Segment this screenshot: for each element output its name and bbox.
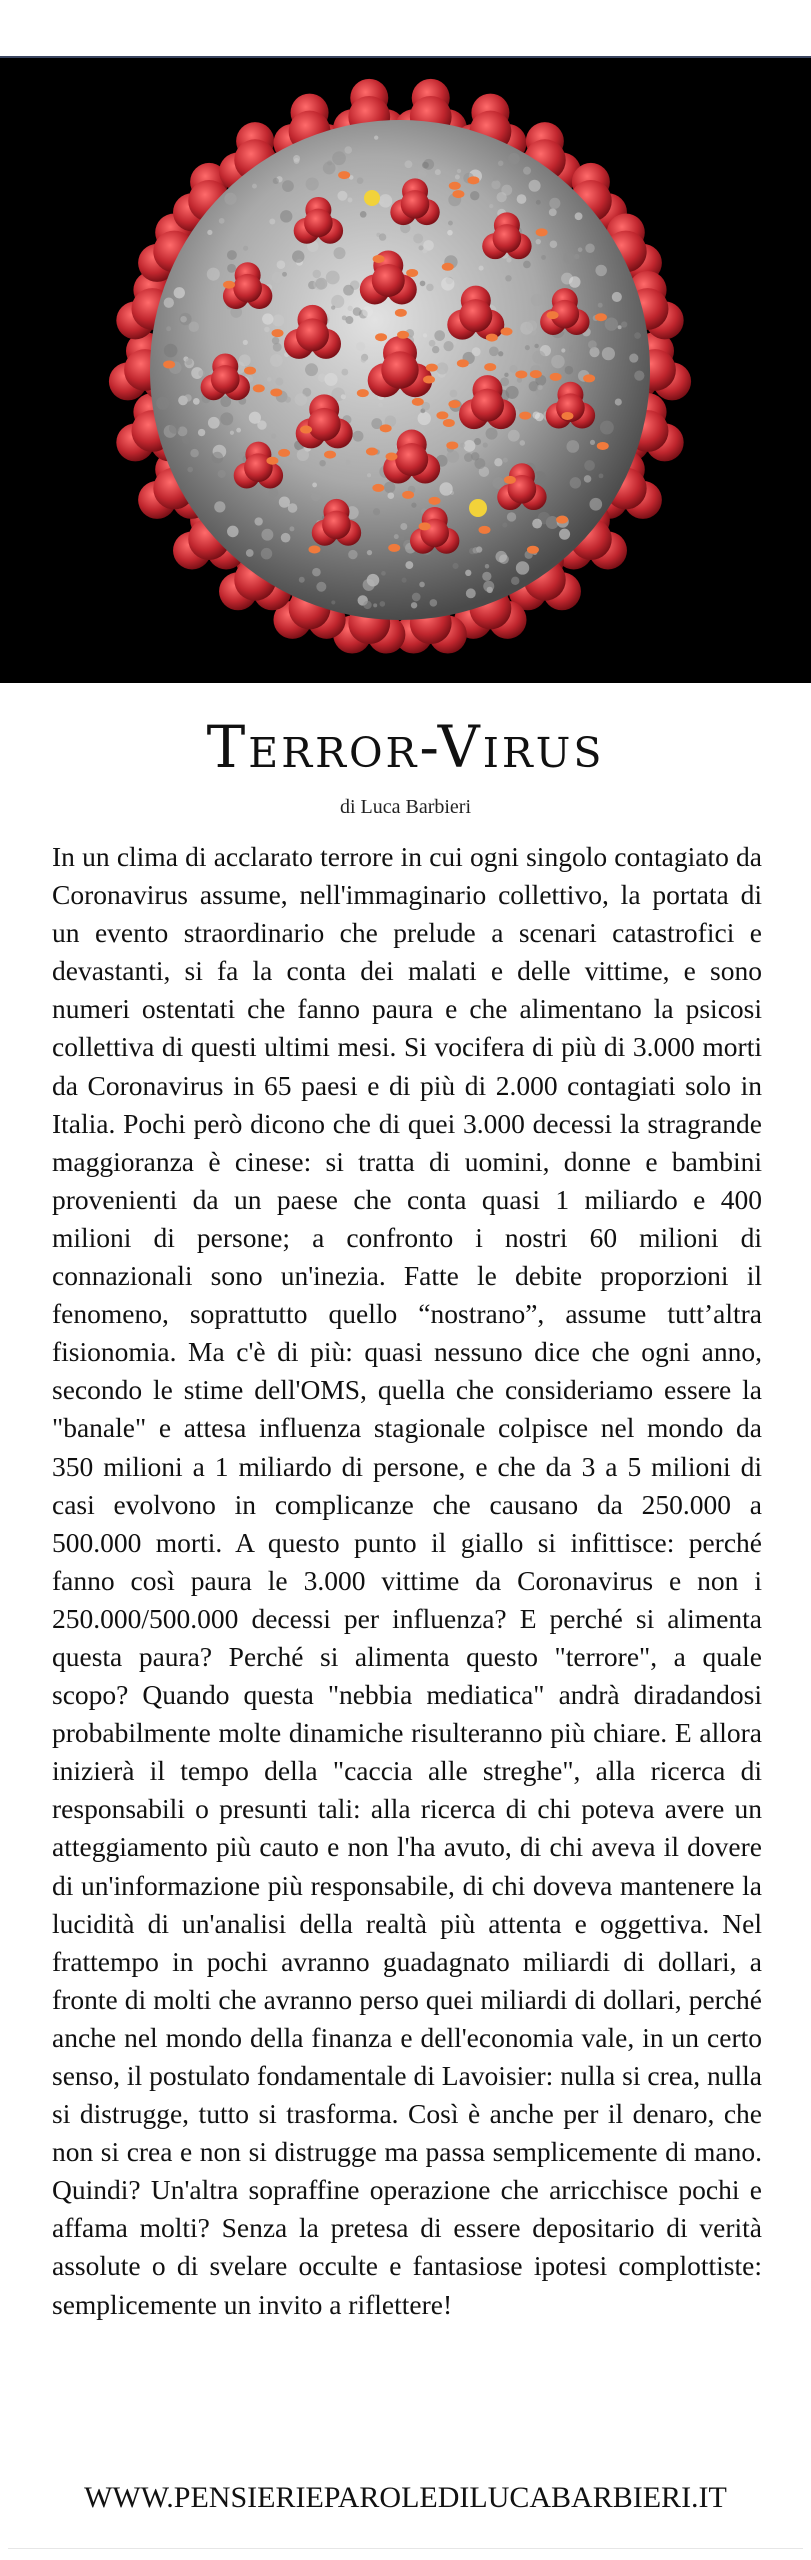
m-protein: [479, 526, 491, 534]
virus-icon: [0, 58, 811, 683]
m-protein: [278, 449, 290, 457]
m-protein: [486, 334, 498, 342]
m-protein: [442, 263, 454, 271]
m-protein: [446, 441, 458, 449]
m-protein: [412, 398, 424, 406]
m-protein: [372, 484, 384, 492]
yellow-protein: [469, 499, 487, 517]
m-protein: [373, 255, 385, 263]
m-protein: [402, 491, 414, 499]
m-protein: [443, 419, 455, 427]
m-protein: [308, 545, 320, 553]
m-protein: [423, 376, 435, 384]
m-protein: [561, 412, 573, 420]
m-protein: [253, 384, 265, 392]
m-protein: [519, 412, 531, 420]
article-body: In un clima di acclarato terrore in cui ogni singolo contagiato da Coronavirus assume, nell'immaginario collettivo, la portata di un evento straordinario che prelude a scenari catastrofici e devastanti, si fa la conta dei malati e delle vittime, e sono numeri ostentati che fanno paura e che alimentano la psicosi collettiva di questi ultimi mesi. Si vocifera di più di 3.000 morti da Coronavirus in 65 paesi e di più di 2.000 contagiati solo in Italia. Pochi però dicono che di quei 3.000 decessi la stragrande maggioranza è cinese: si tratta di uomini, donne e bambini provenienti da un paese che conta quasi 1 miliardo e 400 milioni di persone; a confronto i nostri 60 milioni di connazionali sono un'inezia. Fatte le debite proporzioni il fenomeno, soprattutto quello “nostrano”, assume tutt’altra fisionomia. Ma c'è di più: quasi nessuno dice che ogni anno, secondo le stime dell'OMS, quella che consideriamo essere la "banale" e attesa influenza stagionale colpisce nel mondo da 350 milioni a 1 miliardo di persone, e che da 3 a 5 milioni di casi evolvono in complicanze che causano da 250.000 a 500.000 morti. A questo punto il giallo si infittisce: perché fanno così paura le 3.000 vittime da Coronavirus e non i 250.000/500.000 decessi per influenza? E perché si alimenta questa paura? Perché si alimenta questo "terrore", a quale scopo? Quando questa "nebbia mediatica" andrà diradandosi probabilmente molte dinamiche risulteranno più chiare. E allora inizierà il tempo della "caccia alle streghe", alla ricerca di responsabili o presunti tali: alla ricerca di chi poteva avere un atteggiamento più cauto e non l'ha avuto, di chi aveva il dovere di un'informazione più responsabile, di chi doveva mantenere la lucidità di un'analisi della realtà più attenta e oggettiva. Nel frattempo in pochi avranno guadagnato miliardi di dollari, a fronte di molti che avranno perso quei miliardi di dollari, perché anche nel mondo della finanza e dell'economia vale, in un certo senso, il postulato fondamentale di Lavoisier: nulla si crea, nulla si distrugge, tutto si trasforma. Così è anche per il denaro, che non si crea e non si distrugge ma passa semplicemente di mano. Quindi? Un'altra sopraffine operazione che arricchisce pochi e affama molti? Senza la pretesa di essere depositario di verità assolute o di svelare occulte e fantasiose ipotesi complottiste: semplicemente un invito a riflettere!: [52, 841, 762, 2320]
m-protein: [366, 448, 378, 456]
m-protein: [467, 176, 479, 184]
m-protein: [556, 516, 568, 524]
m-protein: [357, 389, 369, 397]
m-protein: [324, 451, 336, 459]
m-protein: [536, 228, 548, 236]
m-protein: [270, 388, 282, 396]
m-protein: [406, 269, 418, 277]
m-protein: [429, 497, 441, 505]
article-title: Terror-Virus: [206, 713, 605, 781]
m-protein: [484, 363, 496, 371]
m-protein: [397, 331, 409, 339]
m-protein: [504, 476, 516, 484]
m-protein: [547, 311, 559, 319]
m-protein: [163, 361, 175, 369]
m-protein: [395, 309, 407, 317]
m-protein: [457, 359, 469, 367]
top-margin: [0, 0, 811, 56]
yellow-protein: [364, 190, 380, 206]
m-protein: [386, 453, 398, 461]
m-protein: [448, 400, 460, 408]
m-protein: [338, 171, 350, 179]
m-protein: [266, 457, 278, 465]
m-protein: [595, 313, 607, 321]
m-protein: [527, 546, 539, 554]
m-protein: [419, 522, 431, 530]
m-protein: [452, 190, 464, 198]
m-protein: [375, 333, 387, 341]
m-protein: [449, 182, 461, 190]
m-protein: [388, 544, 400, 552]
m-protein: [244, 367, 256, 375]
m-protein: [426, 364, 438, 372]
coronavirus-image: [0, 58, 811, 683]
m-protein: [501, 328, 513, 336]
m-protein: [550, 373, 562, 381]
m-protein: [436, 411, 448, 419]
m-protein: [300, 426, 312, 434]
m-protein: [530, 370, 542, 378]
bottom-divider: [8, 2548, 803, 2549]
m-protein: [597, 442, 609, 450]
m-protein: [515, 370, 527, 378]
m-protein: [223, 281, 235, 289]
article-byline: di Luca Barbieri: [339, 796, 472, 818]
m-protein: [272, 329, 284, 337]
website-url[interactable]: WWW.PENSIERIEPAROLEDILUCABARBIERI.IT: [84, 2481, 727, 2514]
m-protein: [380, 424, 392, 432]
m-protein: [583, 374, 595, 382]
